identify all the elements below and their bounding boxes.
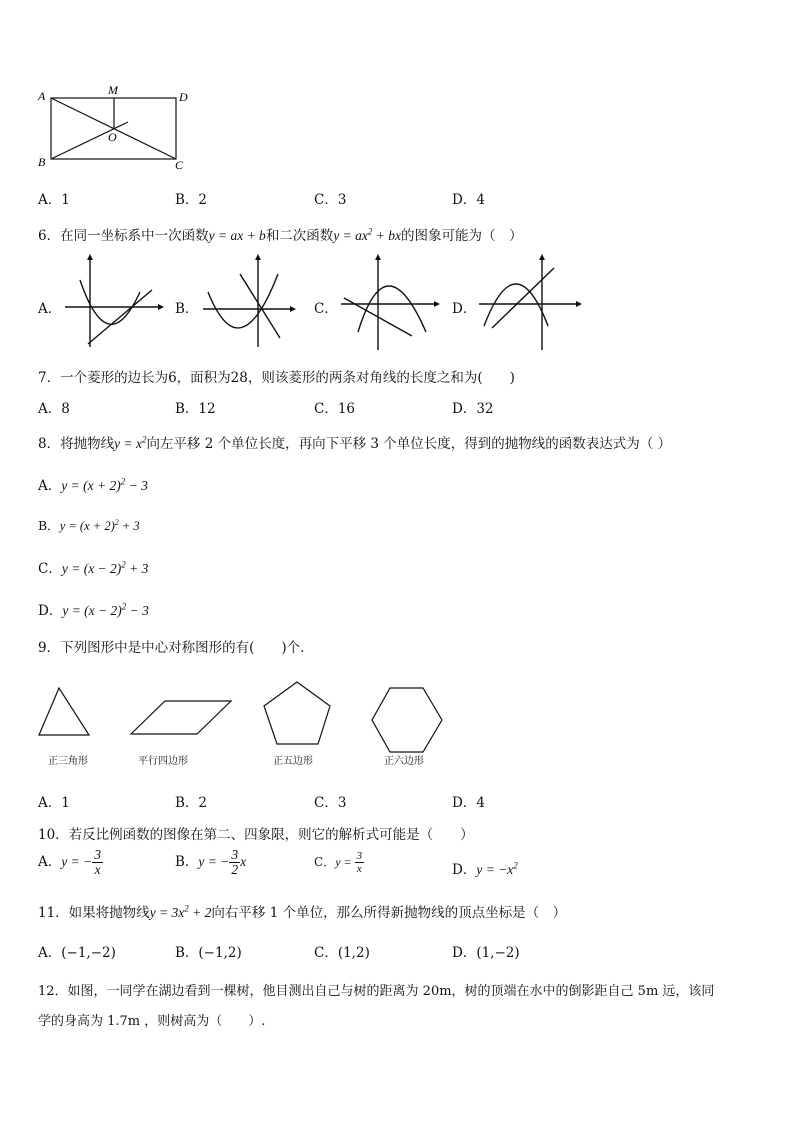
pentagon-shape bbox=[264, 682, 330, 744]
q9-caption-hexagon: 正六边形 bbox=[384, 756, 424, 767]
q8-option-c: C．$y = (x - 2)^2 + 3$ bbox=[38, 559, 149, 577]
q9-option-b: B．2 bbox=[175, 795, 208, 811]
q6-graph-c bbox=[336, 252, 441, 352]
q5-label-o: O bbox=[108, 130, 117, 144]
q11-option-a: A．(−1,−2) bbox=[38, 945, 116, 961]
q11-option-d: D．(1,−2) bbox=[452, 945, 520, 961]
q6-label-a: A． bbox=[38, 301, 62, 317]
q7-option-b: B．12 bbox=[175, 401, 216, 417]
equilateral-triangle-shape bbox=[39, 688, 89, 735]
q8-option-d: D．$y = (x - 2)^2 - 3$ bbox=[38, 601, 149, 619]
q9-caption-triangle: 正三角形 bbox=[48, 756, 88, 767]
q6-graph-d bbox=[474, 252, 584, 352]
q10-stem: 10．若反比例函数的图像在第二、四象限，则它的解析式可能是（ ） bbox=[38, 827, 474, 843]
q6-stem: 6．在同一坐标系中一次函数y = ax + b和二次函数$y = ax^2$ + bx的图象可能为（ ） bbox=[38, 226, 523, 244]
q12-stem-line-2: 学的身高为 1.7m ，则树高为（ ）. bbox=[38, 1014, 266, 1029]
q9-stem: 9．下列图形中是中心对称图形的有( )个. bbox=[38, 640, 305, 656]
q5-option-a: A．1 bbox=[38, 192, 70, 208]
q9-caption-pentagon: 正五边形 bbox=[273, 756, 313, 767]
q10-option-c: C．y = $\frac{3}{x}$ bbox=[314, 850, 363, 875]
q5-label-b: B bbox=[38, 155, 46, 169]
q5-label-d: D bbox=[179, 90, 188, 104]
q6-label-c: C． bbox=[314, 301, 338, 317]
q11-option-c: C．(1,2) bbox=[314, 945, 370, 961]
q5-option-b: B．2 bbox=[175, 192, 208, 208]
q10-option-a: A．y = − $\frac{3}{x}$ bbox=[38, 847, 101, 877]
q6-label-b: B． bbox=[175, 301, 199, 317]
q11-option-b: B．(−1,2) bbox=[175, 945, 242, 961]
q7-option-a: A．8 bbox=[38, 401, 70, 417]
q9-option-c: C．3 bbox=[314, 795, 347, 811]
q5-option-d: D．4 bbox=[452, 192, 485, 208]
q10-option-b: B．y = − $\frac{3}{2}$ x bbox=[175, 847, 247, 877]
q8-option-b: B．$y = (x + 2)^2 + 3$ bbox=[38, 517, 140, 533]
q7-option-d: D．32 bbox=[452, 401, 494, 417]
q7-option-c: C．16 bbox=[314, 401, 356, 417]
q5-option-c: C．3 bbox=[314, 192, 347, 208]
q5-label-c: C bbox=[175, 158, 184, 172]
q12-stem-line-1: 12．如图，一同学在湖边看到一棵树，他目测出自己与树的距离为 20m，树的顶端在水中的倒影距自己 5m 远，该同 bbox=[38, 984, 715, 999]
q5-rectangle-figure bbox=[34, 84, 194, 174]
hexagon-shape bbox=[372, 688, 442, 752]
q9-caption-parallelogram: 平行四边形 bbox=[138, 756, 188, 767]
q11-stem: 11．如果将抛物线$y = 3x^2 + 2$向右平移 1 个单位，那么所得新抛物线的顶点坐标是（ ） bbox=[38, 903, 567, 921]
q8-stem: 8．将抛物线$y = x^2$向左平移 2 个单位长度，再向下平移 3 个单位长度，得到的抛物线的函数表达式为（ ） bbox=[38, 434, 672, 452]
q8-option-a: A．$y = (x + 2)^2 - 3$ bbox=[38, 476, 148, 494]
q6-label-d: D． bbox=[452, 301, 477, 317]
q6-graph-a bbox=[60, 252, 165, 352]
parallelogram-shape bbox=[131, 701, 231, 734]
q7-stem: 7．一个菱形的边长为6，面积为28，则该菱形的两条对角线的长度之和为( ) bbox=[38, 370, 515, 386]
q9-option-a: A．1 bbox=[38, 795, 70, 811]
q10-option-d: D．$y = -x^2$ bbox=[452, 860, 518, 878]
q5-label-m: M bbox=[108, 84, 118, 97]
q9-option-d: D．4 bbox=[452, 795, 485, 811]
q6-graph-b bbox=[198, 252, 298, 352]
q5-label-a: A bbox=[38, 89, 46, 103]
